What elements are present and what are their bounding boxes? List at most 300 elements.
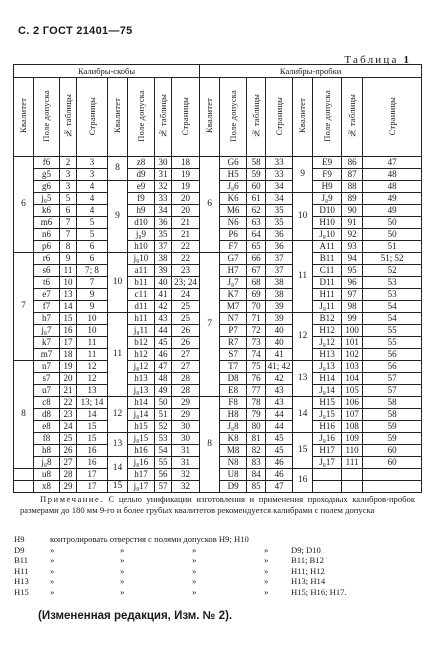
note-lead: Примечание. <box>40 494 104 504</box>
pole-cell: u7 <box>34 385 60 397</box>
tab-cell: 33 <box>155 193 172 205</box>
tab-cell: 70 <box>247 301 266 313</box>
refs-table <box>14 534 347 598</box>
str-cell: 46 <box>266 469 293 481</box>
str-cell: 10 <box>77 313 108 325</box>
str-cell: 10 <box>77 325 108 337</box>
group-header-right: Калибры-пробки <box>200 65 422 78</box>
kvalitet-cell: 7 <box>14 253 34 361</box>
tab-cell: 43 <box>155 313 172 325</box>
str-cell: 29 <box>172 409 200 421</box>
pole-cell: K7 <box>220 289 247 301</box>
str-cell: 3 <box>77 169 108 181</box>
str-cell: 26 <box>172 337 200 349</box>
str-cell: 39 <box>266 313 293 325</box>
pole-cell: C11 <box>313 265 342 277</box>
note-text: С целью унификации изготовления и применения проходных калибров-пробок размерами до 180 мм 9-го и более грубых квалитетов рекомендуется калибрами с полем допуска <box>20 494 415 515</box>
str-cell <box>363 469 422 481</box>
ref-row <box>14 545 347 556</box>
pole-cell: P6 <box>220 229 247 241</box>
pole-cell: j₈11 <box>128 325 155 337</box>
pole-cell: a11 <box>128 265 155 277</box>
str-cell: 56 <box>363 361 422 373</box>
ref-cell: » <box>50 576 55 587</box>
pole-cell: r6 <box>34 253 60 265</box>
str-cell: 6 <box>77 253 108 265</box>
kvalitet-cell: 11 <box>293 241 313 313</box>
pole-cell: g6 <box>34 181 60 193</box>
tab-cell: 24 <box>60 421 77 433</box>
str-cell: 54 <box>363 301 422 313</box>
str-cell: 53 <box>363 277 422 289</box>
str-cell: 20 <box>172 193 200 205</box>
tab-cell: 14 <box>60 301 77 313</box>
pole-cell: R7 <box>220 337 247 349</box>
tab-cell: 103 <box>342 361 363 373</box>
column-header-label: Страницы <box>86 96 97 136</box>
tab-cell: 6 <box>60 205 77 217</box>
tab-cell: 36 <box>155 217 172 229</box>
str-cell: 4 <box>77 205 108 217</box>
kvalitet-cell: 9 <box>293 157 313 193</box>
str-cell: 5 <box>77 229 108 241</box>
tab-cell: 74 <box>247 349 266 361</box>
str-cell: 22 <box>172 241 200 253</box>
tab-cell: 53 <box>155 433 172 445</box>
pole-cell: F9 <box>313 169 342 181</box>
tab-cell: 23 <box>60 409 77 421</box>
ref-cell: » <box>192 565 197 576</box>
tab-cell: 57 <box>155 481 172 493</box>
column-header-label: № таблицы <box>346 93 357 139</box>
pole-cell: h13 <box>128 373 155 385</box>
str-cell: 17 <box>77 469 108 481</box>
str-cell: 46 <box>266 457 293 469</box>
pole-cell: J₈11 <box>313 301 342 313</box>
pole-cell: h7 <box>34 313 60 325</box>
str-cell: 41 <box>266 349 293 361</box>
column-header-kvalitet <box>200 78 220 157</box>
kvalitet-cell: 12 <box>293 313 313 361</box>
tab-cell: 73 <box>247 337 266 349</box>
pole-cell: j₈16 <box>128 457 155 469</box>
pole-cell: U8 <box>220 469 247 481</box>
pole-cell: c8 <box>34 397 60 409</box>
tab-cell: 97 <box>342 289 363 301</box>
str-cell: 33 <box>266 157 293 169</box>
pole-cell: m6 <box>34 217 60 229</box>
pole-cell: J₈16 <box>313 433 342 445</box>
column-header-label: Квалитет <box>297 98 308 134</box>
str-cell: 51 <box>363 241 422 253</box>
column-header-label: № таблицы <box>157 93 168 139</box>
tab-cell: 31 <box>155 169 172 181</box>
pole-cell <box>313 481 342 493</box>
tab-cell: 77 <box>247 385 266 397</box>
str-cell: 40 <box>266 337 293 349</box>
tab-cell: 62 <box>247 205 266 217</box>
tolerance-table <box>13 64 422 493</box>
tab-cell: 15 <box>60 313 77 325</box>
tab-cell: 22 <box>60 397 77 409</box>
ref-cell: » <box>264 576 269 587</box>
tab-cell: 88 <box>342 181 363 193</box>
pole-cell: c11 <box>128 289 155 301</box>
tab-cell: 7 <box>60 217 77 229</box>
pole-cell: x8 <box>34 481 60 493</box>
str-cell: 25 <box>172 301 200 313</box>
pole-cell: H8 <box>220 409 247 421</box>
str-cell: 48 <box>363 169 422 181</box>
str-cell: 54 <box>363 313 422 325</box>
tab-cell: 13 <box>60 289 77 301</box>
str-cell: 35 <box>266 217 293 229</box>
tab-cell: 55 <box>155 457 172 469</box>
tab-cell: 101 <box>342 337 363 349</box>
pole-cell: e7 <box>34 289 60 301</box>
str-cell: 23; 24 <box>172 277 200 289</box>
kvalitet-cell: 8 <box>108 157 128 181</box>
pole-cell: E9 <box>313 157 342 169</box>
pole-cell: j₈5 <box>34 193 60 205</box>
tab-cell: 3 <box>60 181 77 193</box>
column-header-label: Страницы <box>180 96 191 136</box>
pole-cell: H15 <box>313 397 342 409</box>
kvalitet-cell: 16 <box>293 469 313 493</box>
pole-cell: f7 <box>34 301 60 313</box>
str-cell: 47 <box>266 481 293 493</box>
str-cell: 7 <box>77 277 108 289</box>
pole-cell: h17 <box>128 469 155 481</box>
pole-cell: b11 <box>128 277 155 289</box>
tab-cell: 91 <box>342 217 363 229</box>
kvalitet-cell-empty <box>14 481 34 493</box>
pole-cell: d8 <box>34 409 60 421</box>
pole-cell: g5 <box>34 169 60 181</box>
tab-cell: 106 <box>342 397 363 409</box>
pole-cell: N7 <box>220 313 247 325</box>
kvalitet-cell: 9 <box>108 181 128 253</box>
str-cell: 6 <box>77 241 108 253</box>
column-header-pole <box>34 78 60 157</box>
str-cell: 38 <box>266 277 293 289</box>
ref-cell: » <box>264 555 269 566</box>
column-header-tablica <box>342 78 363 157</box>
pole-cell: T7 <box>220 361 247 373</box>
pole-cell: H7 <box>220 265 247 277</box>
str-cell: 26 <box>172 325 200 337</box>
str-cell: 57 <box>363 385 422 397</box>
str-cell: 31 <box>172 457 200 469</box>
str-cell: 7; 8 <box>77 265 108 277</box>
change-note: (Измененная редакция, Изм. № 2). <box>38 610 233 622</box>
column-header-row <box>14 78 422 157</box>
ref-cell: » <box>50 555 55 566</box>
tab-cell: 78 <box>247 397 266 409</box>
column-header-stranica <box>266 78 293 157</box>
pole-cell: K8 <box>220 433 247 445</box>
tab-cell: 48 <box>155 373 172 385</box>
ref-cell: » <box>120 555 125 566</box>
tab-cell: 40 <box>155 277 172 289</box>
table-row <box>14 253 422 265</box>
pole-cell: K6 <box>220 193 247 205</box>
column-header-stranica <box>172 78 200 157</box>
pole-cell: H17 <box>313 445 342 457</box>
pole-cell: j₈9 <box>128 229 155 241</box>
tab-cell: 111 <box>342 457 363 469</box>
pole-cell: D8 <box>220 373 247 385</box>
pole-cell: J₈6 <box>220 181 247 193</box>
str-cell: 17 <box>77 481 108 493</box>
pole-cell: H9 <box>313 181 342 193</box>
pole-cell: f9 <box>128 193 155 205</box>
ref-cell: » <box>264 565 269 576</box>
str-cell: 34 <box>266 181 293 193</box>
column-header-pole <box>220 78 247 157</box>
kvalitet-cell: 15 <box>293 433 313 469</box>
tab-cell: 35 <box>155 229 172 241</box>
str-cell: 52 <box>363 265 422 277</box>
tab-cell: 63 <box>247 217 266 229</box>
tab-cell: 29 <box>60 481 77 493</box>
tab-cell: 47 <box>155 361 172 373</box>
pole-cell: P7 <box>220 325 247 337</box>
tab-cell: 85 <box>247 481 266 493</box>
str-cell: 12 <box>77 373 108 385</box>
column-header-label: Поле допуска <box>227 90 238 142</box>
str-cell: 20 <box>172 205 200 217</box>
ref-row <box>14 587 347 598</box>
str-cell: 49 <box>363 193 422 205</box>
pole-cell: A11 <box>313 241 342 253</box>
pole-cell: t6 <box>34 277 60 289</box>
tab-cell: 58 <box>247 157 266 169</box>
column-header-stranica <box>363 78 422 157</box>
tab-cell: 51 <box>155 409 172 421</box>
column-header-label: Поле допуска <box>321 90 332 142</box>
str-cell: 59 <box>363 433 422 445</box>
tab-cell: 98 <box>342 301 363 313</box>
pole-cell: B12 <box>313 313 342 325</box>
column-header-tablica <box>247 78 266 157</box>
pole-cell: J₈14 <box>313 385 342 397</box>
pole-cell: D10 <box>313 205 342 217</box>
tab-cell: 89 <box>342 193 363 205</box>
kvalitet-cell: 10 <box>108 253 128 313</box>
tab-cell: 41 <box>155 289 172 301</box>
pole-cell: f6 <box>34 157 60 169</box>
tab-cell: 90 <box>342 205 363 217</box>
str-cell: 15 <box>77 433 108 445</box>
tab-cell: 5 <box>60 193 77 205</box>
tab-cell <box>342 481 363 493</box>
table-row <box>14 157 422 169</box>
kvalitet-cell: 8 <box>14 361 34 469</box>
pole-cell: h14 <box>128 397 155 409</box>
pole-cell: J₈7 <box>220 277 247 289</box>
column-header-tablica <box>155 78 172 157</box>
tab-cell: 20 <box>60 373 77 385</box>
tab-cell: 8 <box>60 241 77 253</box>
pole-cell: s7 <box>34 373 60 385</box>
kvalitet-cell: 10 <box>293 193 313 241</box>
ref-cell: » <box>192 576 197 587</box>
str-cell: 4 <box>77 193 108 205</box>
tab-cell: 7 <box>60 229 77 241</box>
str-cell: 30 <box>172 421 200 433</box>
tab-cell: 28 <box>60 469 77 481</box>
pole-cell: H5 <box>220 169 247 181</box>
tab-cell: 66 <box>247 253 266 265</box>
str-cell: 55 <box>363 325 422 337</box>
tab-cell: 37 <box>155 241 172 253</box>
column-header-label: Поле допуска <box>135 90 146 142</box>
pole-cell: N8 <box>220 457 247 469</box>
tab-cell: 75 <box>247 361 266 373</box>
str-cell: 16 <box>77 445 108 457</box>
tab-cell: 44 <box>155 325 172 337</box>
pole-cell: E8 <box>220 385 247 397</box>
str-cell: 14 <box>77 409 108 421</box>
str-cell: 56 <box>363 349 422 361</box>
tab-cell: 107 <box>342 409 363 421</box>
pole-cell: G6 <box>220 157 247 169</box>
tab-cell: 68 <box>247 277 266 289</box>
str-cell: 41; 42 <box>266 361 293 373</box>
str-cell: 13 <box>77 385 108 397</box>
ref-row <box>14 576 347 587</box>
pole-cell: h11 <box>128 313 155 325</box>
tab-cell: 42 <box>155 301 172 313</box>
tab-cell: 26 <box>60 445 77 457</box>
tab-cell: 100 <box>342 325 363 337</box>
tab-cell: 34 <box>155 205 172 217</box>
ref-cell: » <box>120 544 125 555</box>
ref-cell: » <box>50 565 55 576</box>
str-cell: 19 <box>172 169 200 181</box>
tab-cell: 96 <box>342 277 363 289</box>
str-cell: 60 <box>363 445 422 457</box>
tab-cell: 32 <box>155 181 172 193</box>
ref-cell: » <box>192 586 197 597</box>
pole-cell: h15 <box>128 421 155 433</box>
str-cell: 19 <box>172 181 200 193</box>
tab-cell: 65 <box>247 241 266 253</box>
str-cell: 45 <box>266 445 293 457</box>
tab-cell: 38 <box>155 253 172 265</box>
str-cell: 50 <box>363 229 422 241</box>
pole-cell: u8 <box>34 469 60 481</box>
tab-cell: 92 <box>342 229 363 241</box>
tab-cell: 80 <box>247 421 266 433</box>
str-cell: 38 <box>266 289 293 301</box>
pole-cell: d11 <box>128 301 155 313</box>
pole-cell: M7 <box>220 301 247 313</box>
ref-cell: H15 <box>14 586 29 597</box>
tab-cell: 94 <box>342 253 363 265</box>
tab-cell: 21 <box>60 385 77 397</box>
ref-row <box>14 566 347 577</box>
str-cell: 16 <box>77 457 108 469</box>
pole-cell: D9 <box>220 481 247 493</box>
tab-cell: 64 <box>247 229 266 241</box>
str-cell: 45 <box>266 433 293 445</box>
str-cell: 36 <box>266 229 293 241</box>
ref-cell: » <box>50 544 55 555</box>
kvalitet-cell: 13 <box>293 361 313 397</box>
pole-cell: m7 <box>34 349 60 361</box>
tab-cell: 30 <box>155 157 172 169</box>
str-cell: 35 <box>266 205 293 217</box>
pole-cell: p6 <box>34 241 60 253</box>
ref-cell: » <box>264 544 269 555</box>
tab-cell: 56 <box>155 469 172 481</box>
tab-cell: 25 <box>60 433 77 445</box>
str-cell: 40 <box>266 325 293 337</box>
tab-cell: 99 <box>342 313 363 325</box>
str-cell: 23 <box>172 265 200 277</box>
tab-cell: 39 <box>155 265 172 277</box>
tab-cell: 84 <box>247 469 266 481</box>
str-cell: 32 <box>172 469 200 481</box>
ref-cell: D9; D10 <box>291 544 321 555</box>
tab-cell: 54 <box>155 445 172 457</box>
page-header: С. 2 ГОСТ 21401—75 <box>18 25 133 37</box>
column-header-pole <box>128 78 155 157</box>
pole-cell: k7 <box>34 337 60 349</box>
column-header-label: № таблицы <box>62 93 73 139</box>
pole-cell: j₈12 <box>128 361 155 373</box>
column-header-kvalitet <box>108 78 128 157</box>
str-cell: 12 <box>77 361 108 373</box>
str-cell: 28 <box>172 385 200 397</box>
pole-cell: H13 <box>313 349 342 361</box>
pole-cell: M6 <box>220 205 247 217</box>
note <box>20 494 415 516</box>
pole-cell: J₈12 <box>313 337 342 349</box>
pole-cell: j₈13 <box>128 385 155 397</box>
tab-cell <box>342 469 363 481</box>
str-cell: 29 <box>172 397 200 409</box>
str-cell: 27 <box>172 361 200 373</box>
kvalitet-cell-empty <box>14 469 34 481</box>
pole-cell: j₈17 <box>128 481 155 493</box>
pole-cell: f8 <box>34 433 60 445</box>
tab-cell: 19 <box>60 361 77 373</box>
str-cell: 59 <box>363 421 422 433</box>
ref-cell: » <box>120 576 125 587</box>
pole-cell: d10 <box>128 217 155 229</box>
tab-cell: 102 <box>342 349 363 361</box>
pole-cell: J₈8 <box>220 421 247 433</box>
tab-cell: 105 <box>342 385 363 397</box>
column-header-label: Квалитет <box>112 98 123 134</box>
pole-cell: b12 <box>128 337 155 349</box>
pole-cell: D11 <box>313 277 342 289</box>
str-cell: 49 <box>363 205 422 217</box>
str-cell: 15 <box>77 421 108 433</box>
str-cell: 43 <box>266 397 293 409</box>
str-cell: 21 <box>172 229 200 241</box>
tab-cell: 52 <box>155 421 172 433</box>
tab-cell: 18 <box>60 349 77 361</box>
pole-cell: J₈10 <box>313 229 342 241</box>
tab-cell: 79 <box>247 409 266 421</box>
pole-cell: n6 <box>34 229 60 241</box>
str-cell: 37 <box>266 265 293 277</box>
str-cell: 28 <box>172 373 200 385</box>
